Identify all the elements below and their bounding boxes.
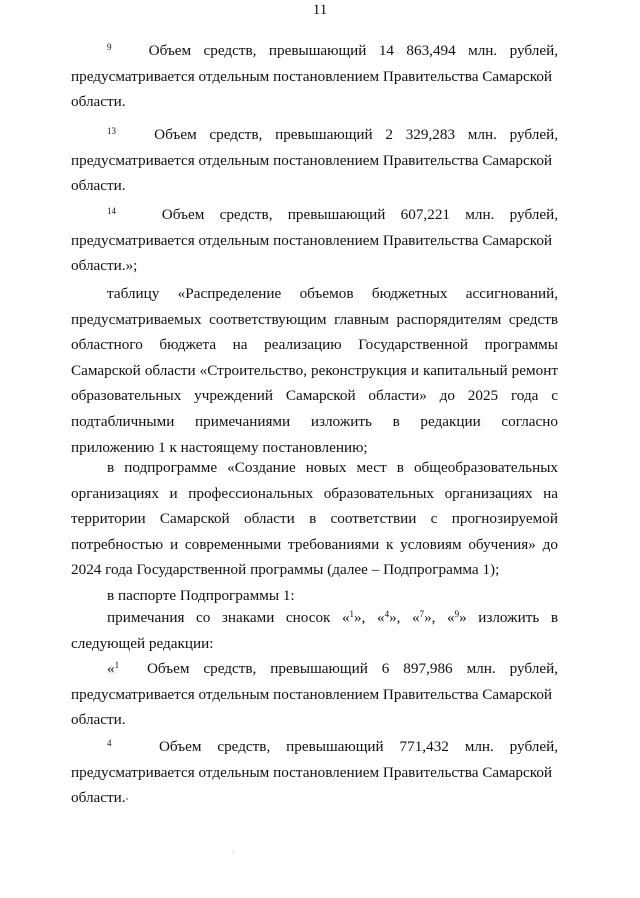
scan-speck	[233, 852, 234, 853]
footnote-mark: 14	[107, 206, 116, 216]
subprogram-paragraph-line-4: потребностью и современными требованиями к условиям обучения» до	[71, 535, 558, 553]
footnote-13	[71, 122, 558, 199]
notes-paragraph	[71, 605, 558, 656]
footnote-1-line-1: «$^1$ Объем средств, превышающий 6 897,986 млн. рублей,	[107, 660, 558, 677]
page-number: 11	[312, 2, 328, 18]
table-paragraph-line-4: Самарской области «Строительство, реконструкция и капитальный ремонт	[71, 361, 558, 379]
footnote-mark: 9	[107, 42, 112, 52]
footnote-9-line-1: $^9$ Объем средств, превышающий 14 863,494 млн. рублей,	[107, 42, 558, 59]
footnote-4	[71, 734, 558, 811]
table-paragraph-line-6: подтабличными примечаниями изложить в редакции согласно	[71, 412, 558, 430]
subprogram-paragraph-line-1: в подпрограмме «Создание новых мест в общеобразовательных	[107, 459, 558, 476]
footnote-14-line-2: предусматривается отдельным постановлением Правительства Самарской	[71, 231, 553, 249]
footnote-9-line-2: предусматривается отдельным постановлением Правительства Самарской	[71, 67, 553, 85]
footnote-13-line-2: предусматривается отдельным постановлением Правительства Самарской	[71, 151, 553, 169]
subprogram-paragraph-line-3: территории Самарской области в соответствии с прогнозируемой	[71, 510, 558, 528]
footnote-13-line-1: $^{13}$ Объем средств, превышающий 2 329,283 млн. рублей,	[107, 126, 558, 143]
subprogram-paragraph-line-5: 2024 года Государственной программы (далее – Подпрограмма 1);	[71, 561, 500, 579]
footnote-1-line-3: области.	[71, 711, 126, 729]
footnote-4-line-1: $^4$ Объем средств, превышающий 771,432 млн. рублей,	[107, 738, 559, 755]
table-paragraph-line-1: таблицу «Распределение объемов бюджетных ассигнований,	[107, 285, 558, 302]
footnote-13-line-3: области.	[71, 177, 126, 195]
footnote-mark: 1	[114, 660, 120, 670]
passport-line: в паспорте Подпрограммы 1:	[107, 587, 295, 604]
subprogram-paragraph	[71, 455, 558, 583]
table-paragraph	[71, 281, 558, 460]
table-paragraph-line-7: приложению 1 к настоящему постановлению;	[71, 438, 368, 456]
table-paragraph-line-2: предусматриваемых соответствующим главным распорядителям средств	[71, 310, 558, 328]
footnote-1	[71, 656, 558, 733]
footnote-14-line-3: области.»;	[71, 257, 138, 275]
footnote-4-line-2: предусматривается отдельным постановлением Правительства Самарской	[71, 763, 553, 781]
footnote-14	[71, 202, 558, 279]
footnote-1-line-2: предусматривается отдельным постановлением Правительства Самарской	[71, 685, 553, 703]
table-paragraph-line-3: областного бюджета на реализацию Государственной программы	[71, 336, 558, 354]
notes-paragraph-line-2: следующей редакции:	[71, 634, 214, 652]
footnote-mark: 4	[107, 738, 112, 748]
notes-paragraph-line-1: примечания со знаками сносок «$^1$», «$^4$», «$^7$», «$^9$» изложить в	[107, 609, 559, 626]
footnote-9-line-3: области.	[71, 93, 126, 111]
footnote-mark: 13	[107, 126, 116, 136]
footnote-14-line-1: $^{14}$ Объем средств, превышающий 607,221 млн. рублей,	[107, 206, 559, 223]
subprogram-paragraph-line-2: организациях и профессиональных образовательных организациях на	[71, 484, 558, 502]
footnote-9	[71, 38, 558, 115]
footnote-4-line-3: области.	[71, 789, 126, 807]
scan-speck	[126, 798, 128, 800]
table-paragraph-line-5: образовательных учреждений Самарской области» до 2025 года с	[71, 387, 558, 405]
